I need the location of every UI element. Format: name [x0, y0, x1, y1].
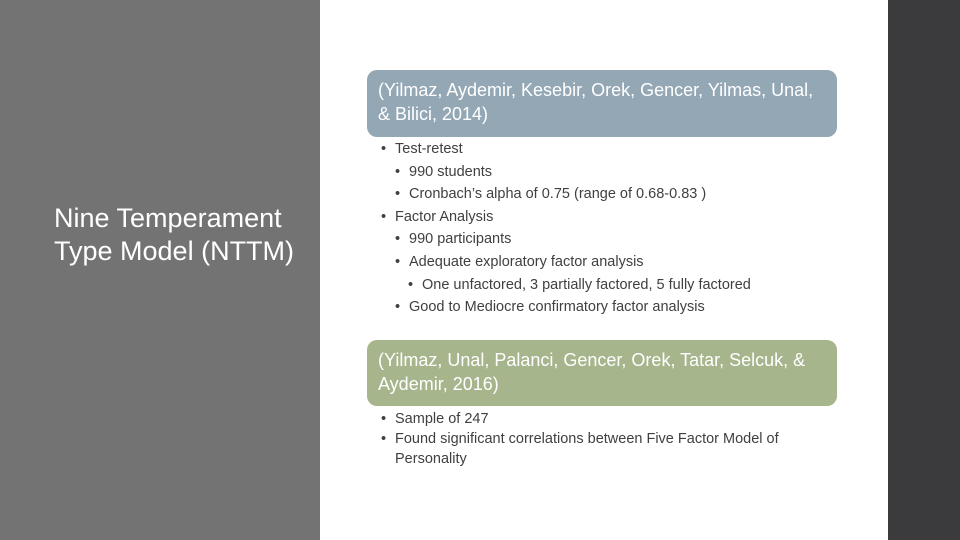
left-panel [0, 0, 320, 540]
bullet-sample-size: • Sample of 247 [395, 409, 835, 429]
bullet-confirmatory-factor-analysis: • Good to Mediocre confirmatory factor analysis [409, 296, 751, 319]
bullet-990-students: • 990 students [409, 161, 751, 184]
bullet-factor-analysis: • Factor Analysis [395, 206, 751, 229]
study-2016-header: (Yilmaz, Unal, Palanci, Gencer, Orek, Tatar, Selcuk, & Aydemir, 2016) [367, 340, 837, 406]
bullet-five-factor-correlations: • Found significant correlations between Five Factor Model of Personality [395, 429, 835, 469]
bullet-exploratory-factor-analysis: • Adequate exploratory factor analysis [409, 251, 751, 274]
bullet-test-retest: • Test-retest [395, 138, 751, 161]
study-2014-bullets [381, 138, 751, 319]
bullet-factored-counts: • One unfactored, 3 partially factored, 5 fully factored [422, 274, 751, 297]
bullet-cronbachs-alpha: • Cronbach’s alpha of 0.75 (range of 0.68-0.83 ) [409, 183, 751, 206]
study-2016-bullets [381, 409, 835, 469]
study-2014-header: (Yilmaz, Aydemir, Kesebir, Orek, Gencer, Yilmas, Unal, & Bilici, 2014) [367, 70, 837, 137]
right-accent-strip [888, 0, 960, 540]
bullet-990-participants: • 990 participants [409, 228, 751, 251]
slide-title: Nine Temperament Type Model (NTTM) [54, 203, 295, 266]
